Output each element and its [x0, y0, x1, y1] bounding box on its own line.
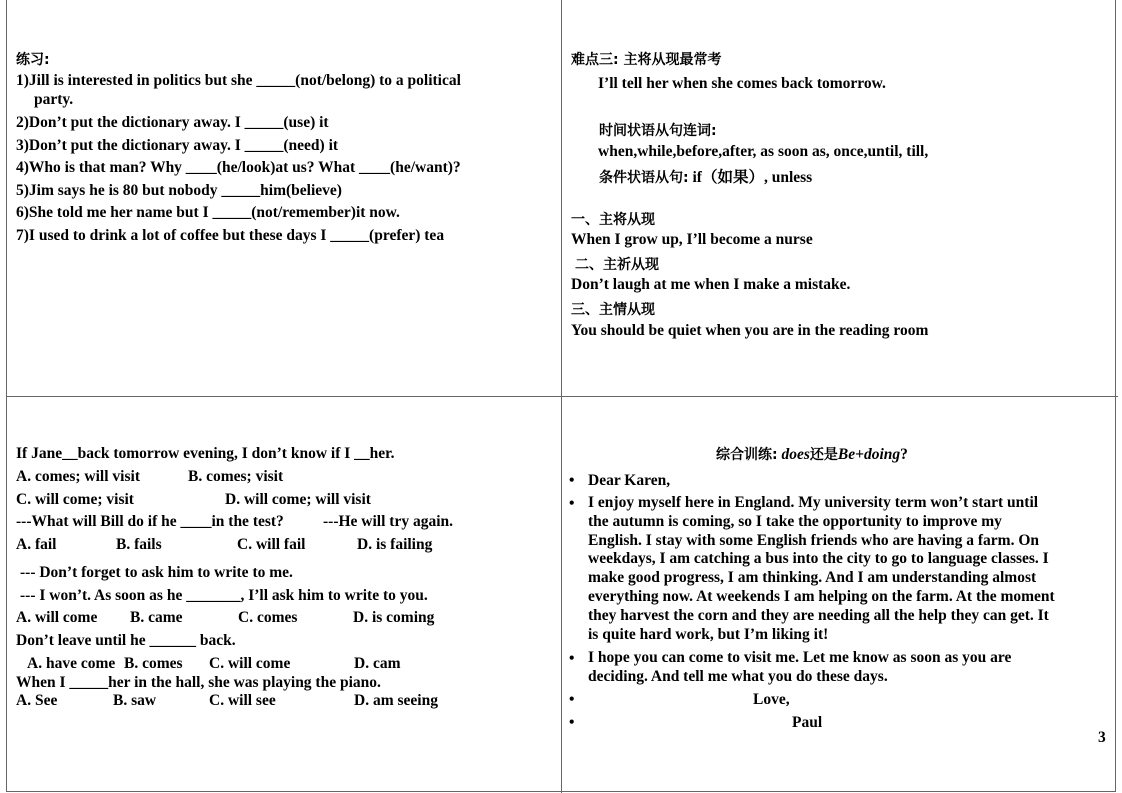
title-part-5: ? — [900, 446, 908, 463]
title-part-3: 还是 — [809, 447, 838, 463]
letter-greeting: Dear Karen, — [588, 472, 671, 489]
question-1: If Jane__back tomorrow evening, I don’t know if I __her. — [16, 445, 395, 462]
question-2: ---What will Bill do if he ____in the test? — [16, 513, 284, 530]
question-3-line-1: --- Don’t forget to ask him to write to me. — [20, 564, 293, 581]
bullet-icon: • — [569, 650, 575, 667]
bullet-icon: • — [569, 714, 575, 731]
exercise-item-7: 7)I used to drink a lot of coffee but these days I _____(prefer) tea — [16, 227, 445, 244]
bullet-icon: • — [569, 472, 575, 489]
time-clause-words: when,while,before,after, as soon as, once,until, till, — [598, 143, 929, 160]
condition-clause-words: if（如果）, unless — [692, 169, 813, 186]
bullet-icon: • — [569, 691, 575, 708]
exercise-item-1-cont: party. — [34, 91, 74, 108]
bullet-icon: • — [569, 495, 575, 512]
question-2-reply: ---He will try again. — [323, 513, 454, 530]
question-3-line-2: --- I won’t. As soon as he _______, I’ll ask him to write to you. — [20, 587, 428, 604]
exercise-heading: 练习: — [16, 52, 50, 68]
grammar-title: 难点三: 主将从现最常考 — [571, 52, 722, 68]
q1-option-d: D. will come; will visit — [225, 491, 371, 508]
q3-option-c: C. comes — [238, 609, 298, 626]
q1-option-a: A. comes; will visit — [16, 468, 140, 485]
rule-2-example: Don’t laugh at me when I make a mistake. — [571, 276, 851, 293]
q4-option-c: C. will come — [209, 655, 291, 672]
q2-option-b: B. fails — [116, 536, 162, 553]
title-part-4: Be+doing — [837, 446, 901, 463]
rule-3-example: You should be quiet when you are in the reading room — [571, 322, 929, 339]
time-clause-label: 时间状语从句连词: — [599, 123, 717, 139]
rule-2-heading: 二、主祈从现 — [575, 257, 659, 273]
q3-option-b: B. came — [130, 609, 183, 626]
letter-exercise-title — [716, 446, 908, 464]
q5-option-c: C. will see — [209, 692, 276, 709]
title-part-2: does — [781, 446, 810, 463]
q3-option-a: A. will come — [16, 609, 98, 626]
question-5: When I _____her in the hall, she was playing the piano. — [16, 674, 381, 691]
rule-3-heading: 三、主情从现 — [571, 302, 655, 318]
letter-signature-name: Paul — [792, 714, 823, 731]
exercise-item-5: 5)Jim says he is 80 but nobody _____him(believe) — [16, 182, 342, 199]
q3-option-d: D. is coming — [353, 609, 435, 626]
exercise-item-3: 3)Don’t put the dictionary away. I _____(need) it — [16, 137, 339, 154]
question-4: Don’t leave until he ______ back. — [16, 632, 236, 649]
condition-clause-label: 条件状语从句: — [599, 170, 689, 186]
q1-option-c: C. will come; visit — [16, 491, 134, 508]
q4-option-b: B. comes — [124, 655, 183, 672]
letter-sign-off: Love, — [753, 691, 790, 708]
exercise-item-2: 2)Don’t put the dictionary away. I _____(use) it — [16, 114, 329, 131]
exercise-item-4: 4)Who is that man? Why ____(he/look)at us? What ____(he/want)? — [16, 159, 461, 176]
q2-option-d: D. is failing — [357, 536, 433, 553]
title-part-1: 综合训练: — [716, 447, 778, 463]
q5-option-a: A. See — [16, 692, 58, 709]
letter-closing-paragraph: I hope you can come to visit me. Let me know as soon as you are deciding. And tell me what you do these days. — [588, 649, 1012, 685]
condition-clause-line — [599, 165, 812, 187]
letter-body-paragraph: I enjoy myself here in England. My university term won’t start until the autumn is coming, so I take the opportunity to improve my English. I stay with some English friends who are having a farm. On weekdays, I am catching a bus into the city to go to language classes. I make good progress, I am thinking. And I am understanding almost everything now. At weekends I am helping on the farm. At the moment they harvest the corn and they are needing all the help they can get. It is quite hard work, but I’m liking it! — [588, 494, 1055, 643]
q2-option-a: A. fail — [16, 536, 57, 553]
page-number: 3 — [1098, 729, 1106, 746]
exercise-item-6: 6)She told me her name but I _____(not/remember)it now. — [16, 204, 400, 221]
exercise-item-1: 1)Jill is interested in politics but she _____(not/belong) to a political — [16, 72, 461, 89]
rule-1-example: When I grow up, I’ll become a nurse — [571, 231, 813, 248]
q1-option-b: B. comes; visit — [188, 468, 284, 485]
rule-1-heading: 一、主将从现 — [571, 212, 655, 228]
q4-option-a: A. have come — [27, 655, 116, 672]
q5-option-d: D. am seeing — [354, 692, 438, 709]
q4-option-d: D. cam — [354, 655, 401, 672]
q5-option-b: B. saw — [113, 692, 157, 709]
horizontal-divider — [6, 396, 1118, 397]
q2-option-c: C. will fail — [237, 536, 306, 553]
grammar-example: I’ll tell her when she comes back tomorrow. — [598, 75, 886, 92]
